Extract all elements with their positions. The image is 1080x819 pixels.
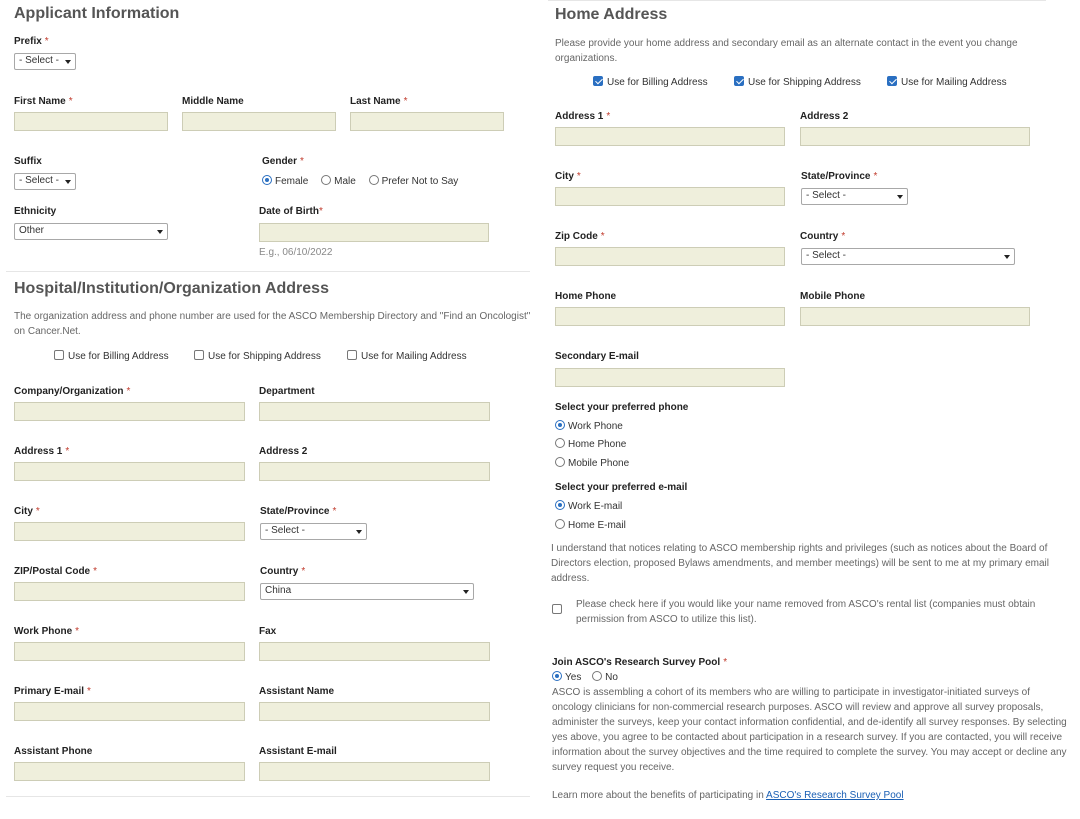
home-country-select[interactable]: - Select - (801, 248, 1015, 265)
prefix-label: Prefix * (14, 36, 49, 47)
mobile-phone-input[interactable] (800, 307, 1030, 326)
org-state-select[interactable]: - Select - (260, 523, 367, 540)
radio-selected-icon[interactable] (555, 420, 565, 430)
home-use-billing-checkbox[interactable]: Use for Billing Address (593, 76, 708, 88)
org-use-billing-checkbox[interactable]: Use for Billing Address (54, 350, 169, 362)
home-phone-label: Home Phone (555, 291, 617, 302)
checkbox-icon[interactable] (54, 350, 64, 360)
last-name-input[interactable] (350, 112, 504, 131)
org-address1-label: Address 1 * (14, 446, 70, 457)
secondary-email-input[interactable] (555, 368, 785, 387)
first-name-label: First Name * (14, 96, 73, 107)
assistant-phone-label: Assistant Phone (14, 746, 93, 757)
dob-hint: E.g., 06/10/2022 (259, 247, 333, 258)
org-use-mailing-checkbox[interactable]: Use for Mailing Address (347, 350, 467, 362)
fax-input[interactable] (259, 642, 490, 661)
survey-option-yes[interactable]: Yes (552, 672, 581, 683)
membership-notice: I understand that notices relating to ASCO membership rights and privileges (such as notices about the Board of Directors election, proposed Bylaws amendments, and member meetings) will be sent to me at my primary email address. (551, 543, 1049, 584)
suffix-select[interactable]: - Select - (14, 173, 76, 190)
section-divider (6, 796, 530, 797)
radio-icon[interactable] (321, 175, 331, 185)
survey-description: ASCO is assembling a cohort of its members who are willing to participate in investigator-initiated surveys of oncology clinicians for non-commercial research purposes. ASCO will review and approve all survey proposals, administer the surveys, keep your contact information confidential, and de-identify all survey responses. By selecting yes above, you agree to be contacted about participation in a research survey. If you are contacted, you will receive information about the survey objectives and the time required to complete the survey. You may accept or decline any survey request you receive. (552, 687, 1067, 773)
home-use-shipping-checkbox[interactable]: Use for Shipping Address (734, 76, 861, 88)
chevron-down-icon (1004, 255, 1010, 259)
chevron-down-icon (65, 180, 71, 184)
radio-icon[interactable] (555, 438, 565, 448)
assistant-email-input[interactable] (259, 762, 490, 781)
assistant-name-label: Assistant Name (259, 686, 335, 697)
pref-email-label: Select your preferred e-mail (555, 482, 688, 493)
chevron-down-icon (157, 230, 163, 234)
suffix-label: Suffix (14, 156, 42, 167)
home-address1-label: Address 1 * (555, 111, 611, 122)
middle-name-input[interactable] (182, 112, 336, 131)
home-country-label: Country * (800, 231, 846, 242)
home-phone-input[interactable] (555, 307, 785, 326)
pref-phone-work[interactable]: Work Phone (555, 420, 623, 432)
assistant-email-label: Assistant E-mail (259, 746, 337, 757)
pref-email-work[interactable]: Work E-mail (555, 500, 622, 512)
radio-selected-icon[interactable] (555, 500, 565, 510)
mobile-phone-label: Mobile Phone (800, 291, 865, 302)
first-name-input[interactable] (14, 112, 168, 131)
home-description: Please provide your home address and secondary email as an alternate contact in the event you change organizations. (555, 38, 1018, 64)
applicant-section-title: Applicant Information (14, 5, 180, 22)
ethnicity-label: Ethnicity (14, 206, 57, 217)
home-state-label: State/Province * (801, 171, 878, 182)
survey-option-no[interactable]: No (592, 672, 618, 683)
secondary-email-label: Secondary E-mail (555, 351, 639, 362)
ethnicity-select[interactable]: Other (14, 223, 168, 240)
survey-pool-link[interactable]: ASCO's Research Survey Pool (766, 790, 904, 801)
rental-opt-out-text: Please check here if you would like your name removed from ASCO's rental list (companies must obtain permission from ASCO to utilize this list). (576, 599, 1036, 625)
checkbox-checked-icon[interactable] (593, 76, 603, 86)
org-country-select[interactable]: China (260, 583, 474, 600)
pref-phone-mobile[interactable]: Mobile Phone (555, 457, 629, 469)
prefix-select[interactable]: - Select - (14, 53, 76, 70)
department-label: Department (259, 386, 315, 397)
home-use-mailing-checkbox[interactable]: Use for Mailing Address (887, 76, 1007, 88)
department-input[interactable] (259, 402, 490, 421)
gender-label: Gender * (262, 156, 304, 167)
assistant-name-input[interactable] (259, 702, 490, 721)
chevron-down-icon (356, 530, 362, 534)
home-address2-label: Address 2 (800, 111, 849, 122)
work-phone-input[interactable] (14, 642, 245, 661)
checkbox-checked-icon[interactable] (887, 76, 897, 86)
home-address2-input[interactable] (800, 127, 1030, 146)
org-description: The organization address and phone number are used for the ASCO Membership Directory and "Find an Oncologist" on Cancer.Net. (14, 311, 531, 337)
gender-radio-group (262, 175, 458, 187)
survey-pool-label: Join ASCO's Research Survey Pool * (552, 657, 728, 668)
pref-phone-label: Select your preferred phone (555, 402, 689, 413)
radio-icon[interactable] (369, 175, 379, 185)
org-state-label: State/Province * (260, 506, 337, 517)
org-section-title: Hospital/Institution/Organization Address (14, 280, 329, 297)
dob-label: Date of Birth* (259, 206, 323, 217)
checkbox-icon[interactable] (194, 350, 204, 360)
gender-option-male[interactable]: Male (321, 176, 356, 187)
home-section-title: Home Address (555, 6, 668, 23)
checkbox-checked-icon[interactable] (734, 76, 744, 86)
dob-input[interactable] (259, 223, 489, 242)
checkbox-icon[interactable] (552, 604, 562, 614)
primary-email-input[interactable] (14, 702, 245, 721)
rental-opt-out-checkbox[interactable] (552, 604, 566, 616)
section-divider (6, 271, 530, 272)
pref-email-home[interactable]: Home E-mail (555, 519, 626, 531)
pref-phone-home[interactable]: Home Phone (555, 438, 626, 450)
company-input[interactable] (14, 402, 245, 421)
checkbox-icon[interactable] (347, 350, 357, 360)
org-zip-label: ZIP/Postal Code * (14, 566, 98, 577)
org-city-label: City * (14, 506, 40, 517)
org-city-input[interactable] (14, 522, 245, 541)
home-zip-input[interactable] (555, 247, 785, 266)
last-name-label: Last Name * (350, 96, 408, 107)
org-address2-input[interactable] (259, 462, 490, 481)
org-zip-input[interactable] (14, 582, 245, 601)
middle-name-label: Middle Name (182, 96, 244, 107)
org-address2-label: Address 2 (259, 446, 308, 457)
assistant-phone-input[interactable] (14, 762, 245, 781)
home-zip-label: Zip Code * (555, 231, 605, 242)
chevron-down-icon (463, 590, 469, 594)
fax-label: Fax (259, 626, 277, 637)
radio-selected-icon[interactable] (552, 671, 562, 681)
primary-email-label: Primary E-mail * (14, 686, 91, 697)
radio-icon[interactable] (592, 671, 602, 681)
work-phone-label: Work Phone * (14, 626, 80, 637)
home-city-label: City * (555, 171, 581, 182)
org-country-label: Country * (260, 566, 306, 577)
home-city-input[interactable] (555, 187, 785, 206)
chevron-down-icon (65, 60, 71, 64)
home-state-select[interactable]: - Select - (801, 188, 908, 205)
radio-icon[interactable] (555, 457, 565, 467)
company-label: Company/Organization * (14, 386, 131, 397)
chevron-down-icon (897, 195, 903, 199)
survey-learn-more: Learn more about the benefits of participating in ASCO's Research Survey Pool (552, 790, 904, 801)
gender-option-prefer-not[interactable]: Prefer Not to Say (369, 176, 459, 187)
org-use-shipping-checkbox[interactable]: Use for Shipping Address (194, 350, 321, 362)
survey-radio-group (552, 671, 618, 683)
org-address1-input[interactable] (14, 462, 245, 481)
section-divider (548, 0, 1046, 1)
home-address1-input[interactable] (555, 127, 785, 146)
radio-icon[interactable] (555, 519, 565, 529)
radio-selected-icon[interactable] (262, 175, 272, 185)
gender-option-female[interactable]: Female (262, 176, 308, 187)
